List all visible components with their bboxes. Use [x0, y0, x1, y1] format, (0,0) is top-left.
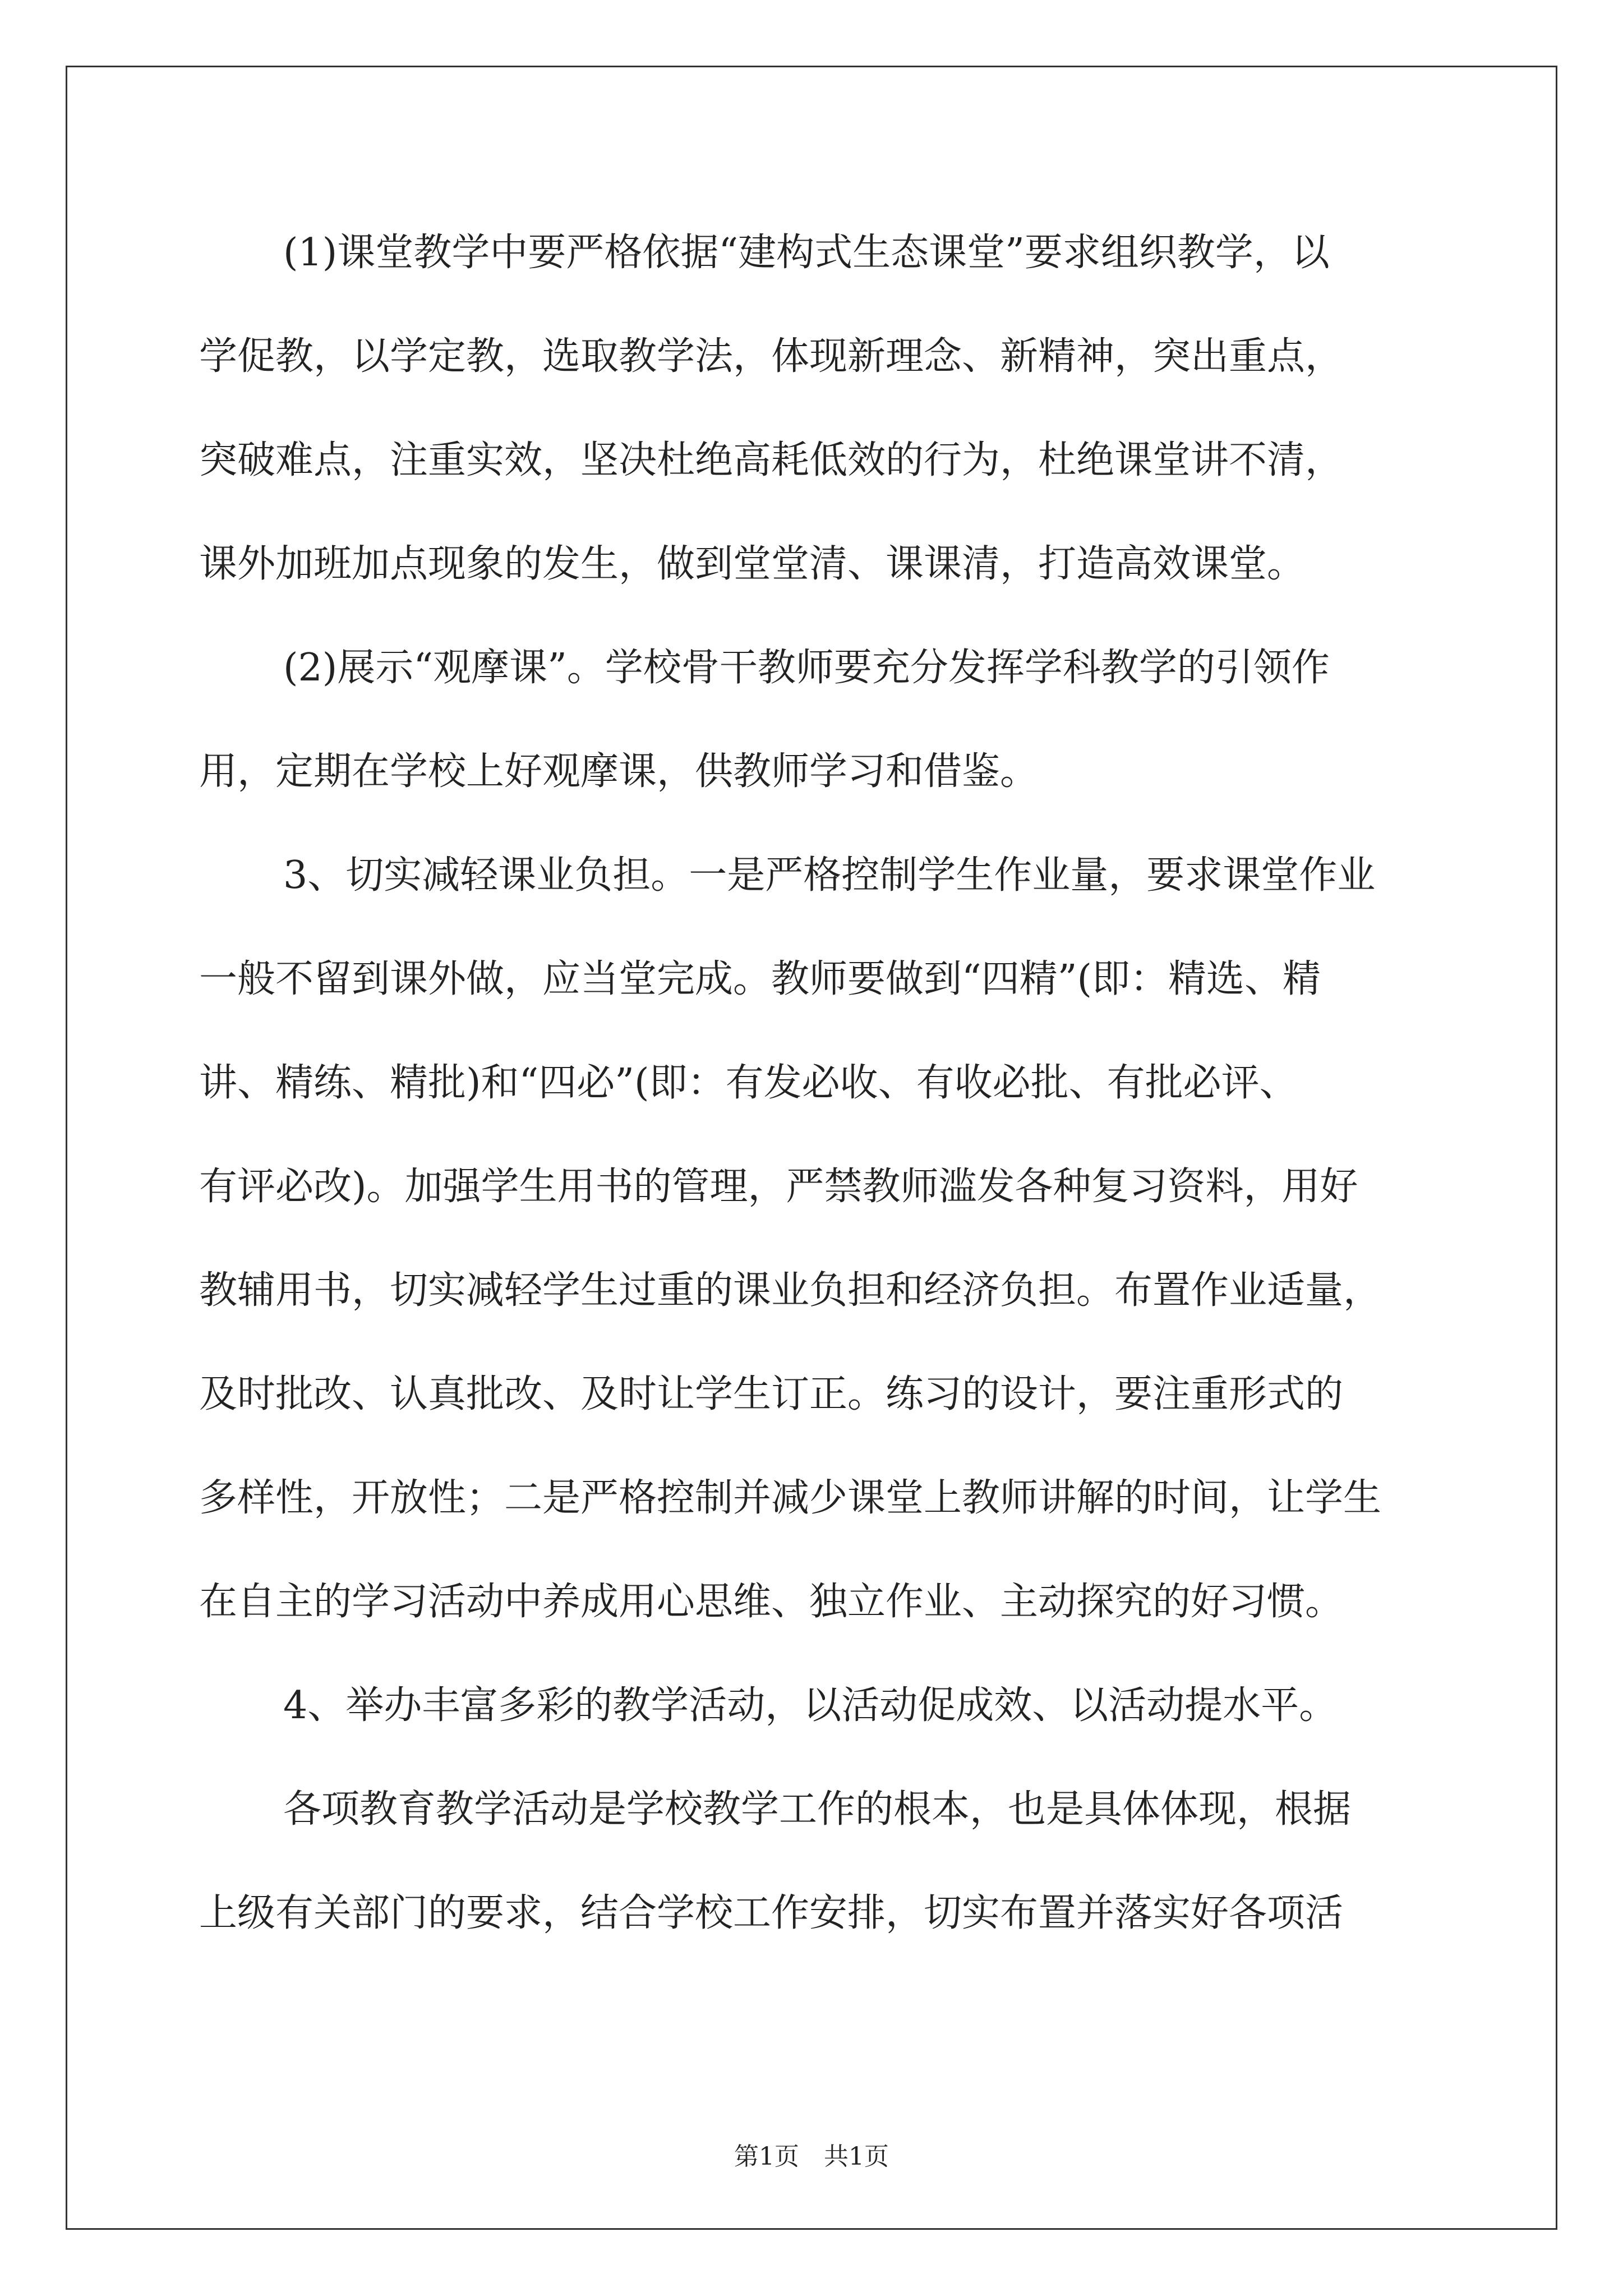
text-line: 一般不留到课外做，应当堂完成。教师要做到“四精”(即：精选、精	[199, 957, 1321, 1001]
text-line: 多样性，开放性；二是严格控制并减少课堂上教师讲解的时间，让学生	[199, 1476, 1382, 1520]
text-line: 课外加班加点现象的发生，做到堂堂清、课课清，打造高效课堂。	[199, 542, 1306, 586]
text-line: 用，定期在学校上好观摩课，供教师学习和借鉴。	[199, 749, 1039, 794]
text-line: 学促教，以学定教，选取教学法，体现新理念、新精神，突出重点，	[199, 334, 1344, 379]
text-line: 突破难点，注重实效，坚决杜绝高耗低效的行为，杜绝课堂讲不清，	[199, 438, 1344, 482]
text-line: (1)课堂教学中要严格依据“建构式生态课堂”要求组织教学，以	[283, 231, 1330, 275]
text-line: 3、切实减轻课业负担。一是严格控制学生作业量，要求课堂作业	[283, 853, 1376, 898]
text-line: 及时批改、认真批改、及时让学生订正。练习的设计，要注重形式的	[199, 1372, 1344, 1416]
text-line: (2)展示“观摩课”。学校骨干教师要充分发挥学科教学的引领作	[283, 646, 1330, 690]
text-line: 各项教育教学活动是学校教学工作的根本，也是具体体现，根据	[283, 1787, 1352, 1832]
text-line: 在自主的学习活动中养成用心思维、独立作业、主动探究的好习惯。	[199, 1580, 1344, 1624]
page-number: 第1页 共1页	[734, 2142, 889, 2171]
document-body	[199, 209, 1433, 1973]
text-line: 上级有关部门的要求，结合学校工作安排，切实布置并落实好各项活	[199, 1891, 1344, 1935]
text-line: 有评必改)。加强学生用书的管理，严禁教师滥发各种复习资料，用好	[199, 1165, 1358, 1209]
text-line: 教辅用书，切实减轻学生过重的课业负担和经济负担。布置作业适量，	[199, 1268, 1382, 1313]
text-line: 讲、精练、精批)和“四必”(即：有发必收、有收必批、有批必评、	[199, 1061, 1298, 1105]
text-line: 4、举办丰富多彩的教学活动，以活动促成效、以活动提水平。	[283, 1683, 1338, 1728]
